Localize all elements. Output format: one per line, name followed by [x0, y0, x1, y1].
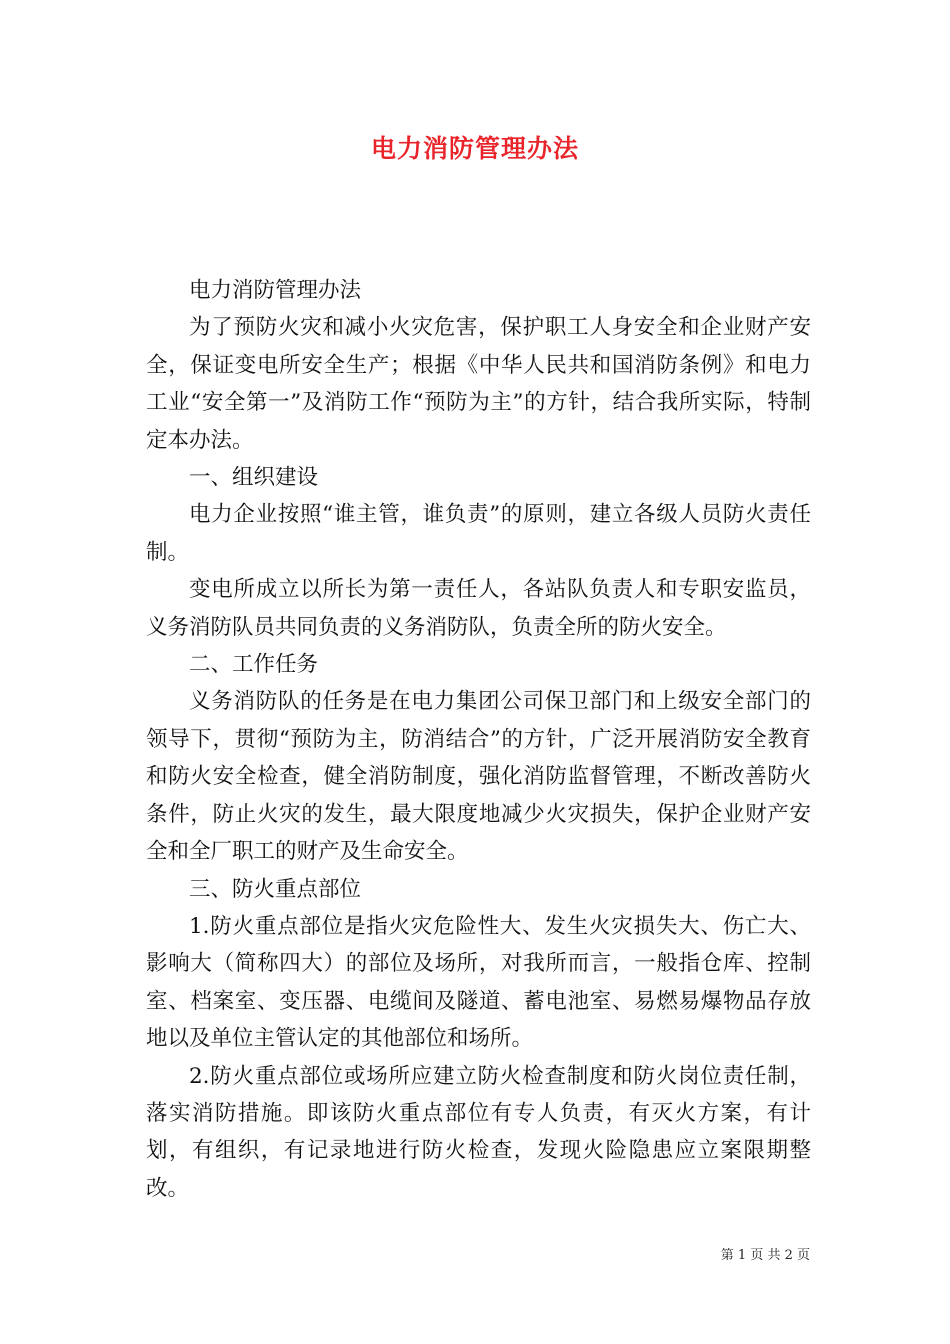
document-body [146, 272, 811, 1207]
section-heading-key-areas: 三、防火重点部位 [189, 876, 362, 902]
section-heading-tasks: 二、工作任务 [189, 652, 319, 678]
paragraph-heading: 电力消防管理办法 [189, 278, 362, 303]
paragraph-responsibility: 电力企业按照“谁主管，谁负责”的原则，建立各级人员防火责任制。 [146, 502, 811, 565]
page-title: 电力消防管理办法 [370, 134, 579, 163]
section-heading-organization: 一、组织建设 [189, 465, 319, 491]
paragraph-key-areas-2: 2.防火重点部位或场所应建立防火检查制度和防火岗位责任制，落实消防措施。即该防火重点部位有专人负责，有灭火方案，有计划，有组织，有记录地进行防火检查，发现火险隐患应立案限期整改。 [146, 1063, 811, 1201]
paragraph-key-areas-1: 1.防火重点部位是指火灾危险性大、发生火灾损失大、伤亡大、影响大（简称四大）的部位及场所，对我所而言，一般指仓库、控制室、档案室、变压器、电缆间及隧道、蓄电池室、易燃易爆物品存放地以及单位主管认定的其他部位和场所。 [146, 913, 811, 1052]
paragraph-fire-brigade: 变电所成立以所长为第一责任人，各站队负责人和专职安监员，义务消防队员共同负责的义务消防队，负责全所的防火安全。 [146, 577, 811, 640]
paragraph-tasks: 义务消防队的任务是在电力集团公司保卫部门和上级安全部门的领导下，贯彻“预防为主，防消结合”的方针，广泛开展消防安全教育和防火安全检查，健全消防制度，强化消防监督管理，不断改善防火条件，防止火灾的发生，最大限度地减少火灾损失，保护企业财产安全和全厂职工的财产及生命安全。 [146, 689, 811, 865]
page-number: 第 1 页 共 2 页 [720, 1248, 810, 1263]
paragraph-intro: 为了预防火灾和减小火灾危害，保护职工人身安全和企业财产安全，保证变电所安全生产；根据《中华人民共和国消防条例》和电力工业“安全第一”及消防工作“预防为主”的方针，结合我所实际，特制定本办法。 [146, 315, 811, 453]
